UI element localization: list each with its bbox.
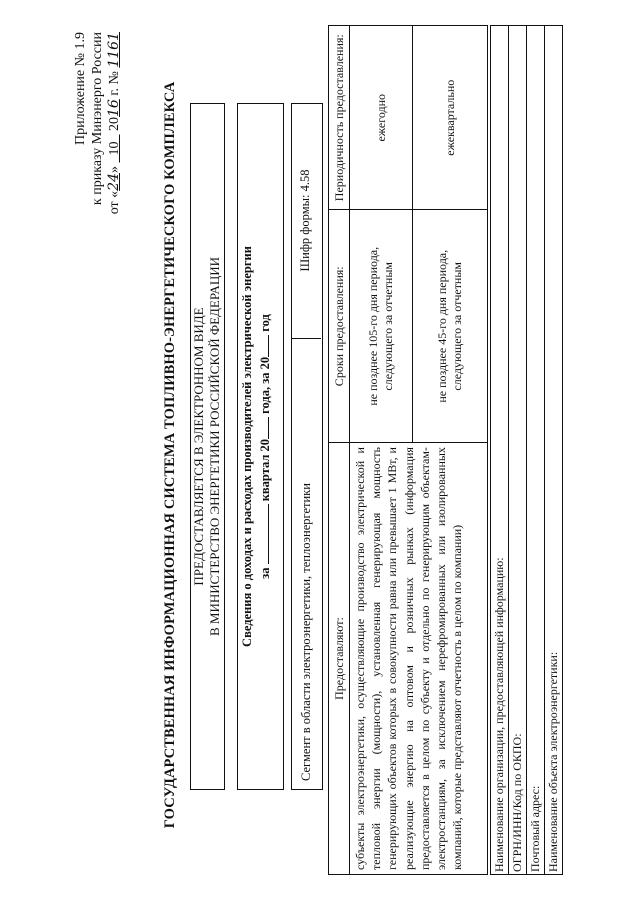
appendix-order: к приказу Минэнерго России (90, 32, 105, 206)
org-name-field: Наименование организации, предоставляющей информацию: (491, 26, 509, 875)
report-title-box (237, 103, 284, 790)
handwritten-order-number: 1161 (106, 32, 122, 68)
handwritten-month: 10 (107, 141, 122, 156)
organization-fields (490, 25, 563, 875)
submission-line-2: В МИНИСТЕРСТВО ЭНЕРГЕТИКИ РОССИЙСКОЙ ФЕДЕРАЦИИ (207, 257, 222, 636)
submission-line-1: ПРЕДОСТАВЛЯЕТСЯ В ЭЛЕКТРОННОМ ВИДЕ (191, 307, 206, 586)
deadline-quarterly: не позднее 45-го дня периода, следующего за отчетным (413, 210, 488, 443)
table-row (350, 26, 413, 875)
frequency-quarterly: ежеквартально (413, 26, 488, 210)
deadline-annual: не позднее 105-го дня периода, следующего за отчетным (350, 210, 413, 443)
appendix-number: Приложение № 1.9 (73, 32, 88, 145)
header-deadlines: Сроки предоставления: (329, 210, 350, 443)
submission-box (190, 103, 225, 790)
handwritten-year: 16 (106, 99, 122, 117)
table-header-row (329, 26, 350, 875)
postal-address-field: Почтовый адрес: (527, 26, 545, 875)
form-code: Шифр формы: 4.58 (291, 103, 321, 339)
handwritten-day: 24 (106, 173, 122, 191)
header-submitters: Предоставляют: (329, 443, 350, 875)
appendix-header (72, 32, 123, 262)
submitters-description: субъекты электроэнергетики, осуществляющие производство электрической и тепловой энергии (мощности), установленная генерирующая мощность генерирующих объектов которых в совокупности равна или превышает 1 МВт, и реализующие энергию на оптовом и розничных рынках (информация предоставляется в целом по субъекту и отдельно по генерирующим объектам-электростанциям, за исключением нерефромированных или изолированных компаний, которые представляют отчетность в целом по компании) (350, 443, 488, 875)
report-period: за квартал 20 года, за 20 год (258, 314, 272, 579)
segment-row (291, 103, 323, 790)
org-ids-field: ОГРН/ИНН/Код по ОКПО: (509, 26, 527, 875)
submission-table (328, 25, 488, 875)
segment-label: Сегмент в области электроэнергетики, теплоэнергетики (299, 483, 313, 781)
report-title: Сведения о доходах и расходах производителей электрической энергии (240, 246, 254, 647)
main-title: ГОСУДАРСТВЕННАЯ ИНФОРМАЦИОННАЯ СИСТЕМА ТОПЛИВНО-ЭНЕРГЕТИЧЕСКОГО КОМПЛЕКСА (162, 81, 178, 829)
appendix-date: от «24» 10 2016 г. № 1161 (106, 32, 122, 215)
frequency-annual: ежегодно (350, 26, 413, 210)
document-page (0, 20, 640, 890)
facility-name-field: Наименование объекта электроэнергетики: (545, 26, 563, 875)
header-frequency: Периодичность предоставления: (329, 26, 350, 210)
